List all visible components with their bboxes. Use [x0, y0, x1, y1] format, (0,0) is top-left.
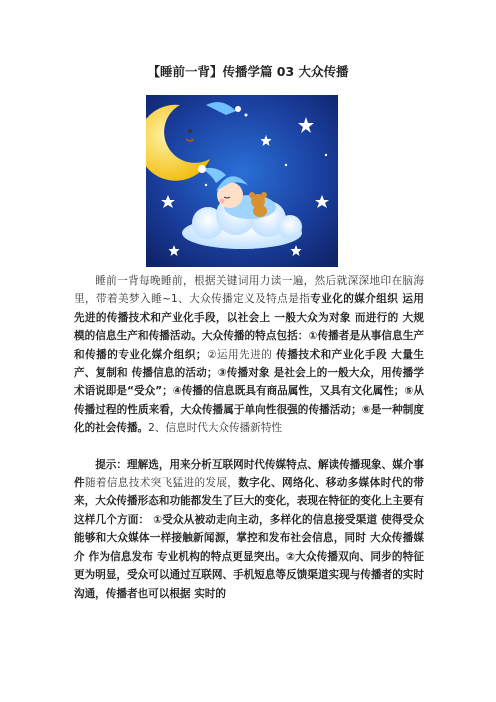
- paragraph-1-segment-4: 传播技术和产业化手段 大量生产、复制和 传播信息的活动；③传播对象 是社会上的一般大众，用传播学术语说即是“受众”；④传播的信息既具有商品属性，又具有文化属性；⑤从传播过程的性质来看，大众传播属于单向性很强的传播活动；⑥是一种制度化的社会传播。: [74, 348, 425, 435]
- article-body: [74, 272, 424, 603]
- paragraph-1-segment-1: 睡前一背每晚睡前，根据关键词用力读一遍，然后就深深地印在脑海里，带着美梦入睡~1、大众传播定义及特点是指: [74, 275, 424, 306]
- sleeping-baby-moon-stars-illustration: [146, 95, 338, 267]
- body-paragraph-1: [74, 272, 424, 438]
- paragraph-1-segment-2: 专业化的媒介组织 运用 先进的传播技术和产业化手段，以社会上 一般大众为对象 而进行的 大规模的信息生产和传播活动。大众传播的特点包括：①传播者是从事信息生产和传播的专业化媒介组织；: [74, 293, 424, 361]
- paragraph-2-segment-3: 数字化、网络化、移动多媒体时代的带来，大众传播形态和功能都发生了巨大的变化，表现在特征的变化上主要有这样几个方面： ①受众从被动走向主动，多样化的信息接受渠道 使得受众 能够和大众媒体一样接触新闻源，掌控和发布社会信息，同时 大众传播媒介 作为信息发布 专业机构的特点更显突出。②大众传播双向、同步的特征更为明显，受众可以通过互联网、手机短息等反馈渠道实现与传播者的实时沟通，传播者也可以根据 实时的: [74, 477, 425, 600]
- paragraph-1-segment-3: ②运用先进的: [206, 348, 277, 361]
- document-title: 【睡前一背】传播学篇 03 大众传播: [147, 64, 349, 79]
- paragraph-1-segment-5: 2、信息时代大众传播新特性: [148, 422, 283, 435]
- body-paragraph-2: [74, 456, 424, 603]
- paragraph-2-segment-1: 提示：理解选，用来分析互联网时代传媒特点、解读传播现象、媒介事件: [74, 458, 424, 490]
- paragraph-2-segment-2: 随着信息技术突飞猛进的发展，: [84, 477, 239, 490]
